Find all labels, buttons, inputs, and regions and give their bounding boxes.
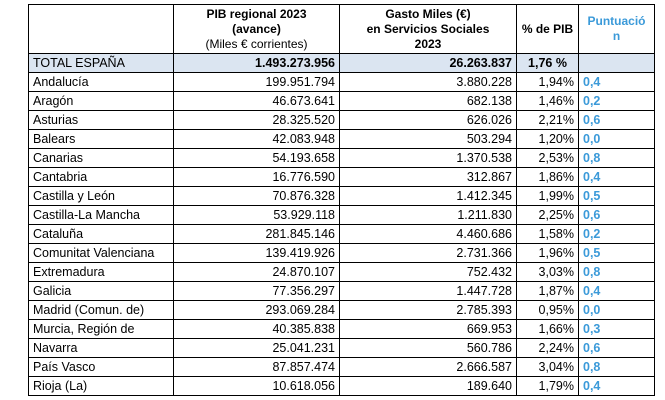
pct-value: 1,87%	[517, 282, 579, 301]
region-name: Navarra	[29, 339, 174, 358]
region-name: Castilla-La Mancha	[29, 206, 174, 225]
score-header-line1: Puntuació	[587, 14, 646, 28]
table-row	[29, 168, 655, 187]
region-name: Murcia, Región de	[29, 320, 174, 339]
score-value: 0,6	[579, 339, 655, 358]
score-value: 0,3	[579, 320, 655, 339]
pct-value: 1,20%	[517, 130, 579, 149]
region-name: Aragón	[29, 92, 174, 111]
pib-value: 16.776.590	[174, 168, 340, 187]
pib-value: 42.083.948	[174, 130, 340, 149]
gasto-value: 560.786	[340, 339, 517, 358]
gasto-value: 752.432	[340, 263, 517, 282]
table-row	[29, 111, 655, 130]
gasto-column-header	[340, 5, 517, 54]
pib-header-line3: (Miles € corrientes)	[205, 36, 308, 51]
region-name: Cataluña	[29, 225, 174, 244]
pib-value: 281.845.146	[174, 225, 340, 244]
pib-value: 24.870.107	[174, 263, 340, 282]
gasto-value: 669.953	[340, 320, 517, 339]
gasto-value: 1.447.728	[340, 282, 517, 301]
score-value: 0,0	[579, 301, 655, 320]
gasto-value: 1.370.538	[340, 149, 517, 168]
score-header-line2: n	[612, 29, 621, 43]
score-value: 0,4	[579, 282, 655, 301]
pct-value: 3,03%	[517, 263, 579, 282]
pib-value: 53.929.118	[174, 206, 340, 225]
total-score	[579, 54, 655, 73]
score-value: 0,4	[579, 73, 655, 92]
table-row	[29, 320, 655, 339]
pib-value: 293.069.284	[174, 301, 340, 320]
gasto-value: 682.138	[340, 92, 517, 111]
pib-value: 54.193.658	[174, 149, 340, 168]
score-value: 0,4	[579, 168, 655, 187]
score-column-header	[579, 5, 655, 54]
gasto-value: 312.867	[340, 168, 517, 187]
score-value: 0,4	[579, 377, 655, 396]
pib-value: 199.951.794	[174, 73, 340, 92]
pct-value: 2,24%	[517, 339, 579, 358]
pct-value: 1,86%	[517, 168, 579, 187]
pct-value: 1,79%	[517, 377, 579, 396]
table-row	[29, 92, 655, 111]
score-value: 0,8	[579, 149, 655, 168]
region-name: Rioja (La)	[29, 377, 174, 396]
pib-value: 70.876.328	[174, 187, 340, 206]
pib-social-spending-table	[28, 4, 655, 396]
pct-value: 1,66%	[517, 320, 579, 339]
gasto-value: 2.785.393	[340, 301, 517, 320]
pib-column-header	[174, 5, 340, 54]
pib-value: 139.419.926	[174, 244, 340, 263]
gasto-value: 4.460.686	[340, 225, 517, 244]
table-row	[29, 339, 655, 358]
score-value: 0,8	[579, 358, 655, 377]
gasto-value: 189.640	[340, 377, 517, 396]
gasto-value: 3.880.228	[340, 73, 517, 92]
table-row	[29, 282, 655, 301]
gasto-value: 2.731.366	[340, 244, 517, 263]
table-row	[29, 225, 655, 244]
pct-value: 1,46%	[517, 92, 579, 111]
table-row	[29, 130, 655, 149]
table-row	[29, 263, 655, 282]
pib-header-line2: (avance)	[232, 21, 281, 36]
pct-value: 0,95%	[517, 301, 579, 320]
region-name: Extremadura	[29, 263, 174, 282]
table-row	[29, 358, 655, 377]
total-name: TOTAL ESPAÑA	[29, 54, 174, 73]
pct-value: 1,99%	[517, 187, 579, 206]
pib-value: 10.618.056	[174, 377, 340, 396]
region-name: Castilla y León	[29, 187, 174, 206]
region-name: Balears	[29, 130, 174, 149]
table-row	[29, 244, 655, 263]
region-name: Asturias	[29, 111, 174, 130]
pib-value: 25.041.231	[174, 339, 340, 358]
pct-value: 1,94%	[517, 73, 579, 92]
total-pct: 1,76 %	[517, 54, 579, 73]
region-name: Andalucía	[29, 73, 174, 92]
pct-column-header: % de PIB	[517, 5, 579, 54]
total-gasto: 26.263.837	[340, 54, 517, 73]
pib-value: 87.857.474	[174, 358, 340, 377]
score-value: 0,0	[579, 130, 655, 149]
gasto-value: 1.211.830	[340, 206, 517, 225]
table-row	[29, 187, 655, 206]
score-value: 0,8	[579, 263, 655, 282]
pib-value: 77.356.297	[174, 282, 340, 301]
region-name: Cantabria	[29, 168, 174, 187]
gasto-value: 503.294	[340, 130, 517, 149]
pct-value: 1,96%	[517, 244, 579, 263]
gasto-value: 1.412.345	[340, 187, 517, 206]
table-row	[29, 301, 655, 320]
region-name: Canarias	[29, 149, 174, 168]
pct-value: 2,53%	[517, 149, 579, 168]
pct-value: 3,04%	[517, 358, 579, 377]
region-name: País Vasco	[29, 358, 174, 377]
pct-value: 1,58%	[517, 225, 579, 244]
gasto-header-line2: en Servicios Sociales	[366, 21, 490, 36]
region-column-header	[29, 5, 174, 54]
table-row	[29, 73, 655, 92]
region-name: Madrid (Comun. de)	[29, 301, 174, 320]
score-value: 0,6	[579, 111, 655, 130]
table-body	[29, 54, 655, 396]
pib-value: 46.673.641	[174, 92, 340, 111]
total-pib: 1.493.273.956	[174, 54, 340, 73]
score-value: 0,5	[579, 244, 655, 263]
pct-value: 2,21%	[517, 111, 579, 130]
table-row	[29, 206, 655, 225]
pib-header-line1: PIB regional 2023	[206, 6, 307, 21]
gasto-value: 2.666.587	[340, 358, 517, 377]
score-value: 0,2	[579, 225, 655, 244]
pct-value: 2,25%	[517, 206, 579, 225]
table-header-row	[29, 5, 655, 54]
table-row	[29, 377, 655, 396]
gasto-value: 626.026	[340, 111, 517, 130]
total-row	[29, 54, 655, 73]
pib-value: 28.325.520	[174, 111, 340, 130]
gasto-header-line1: Gasto Miles (€)	[385, 6, 471, 21]
region-name: Comunitat Valenciana	[29, 244, 174, 263]
score-value: 0,5	[579, 187, 655, 206]
pib-value: 40.385.838	[174, 320, 340, 339]
region-name: Galicia	[29, 282, 174, 301]
table-row	[29, 149, 655, 168]
score-value: 0,2	[579, 92, 655, 111]
gasto-header-line3: 2023	[414, 36, 442, 51]
score-value: 0,6	[579, 206, 655, 225]
